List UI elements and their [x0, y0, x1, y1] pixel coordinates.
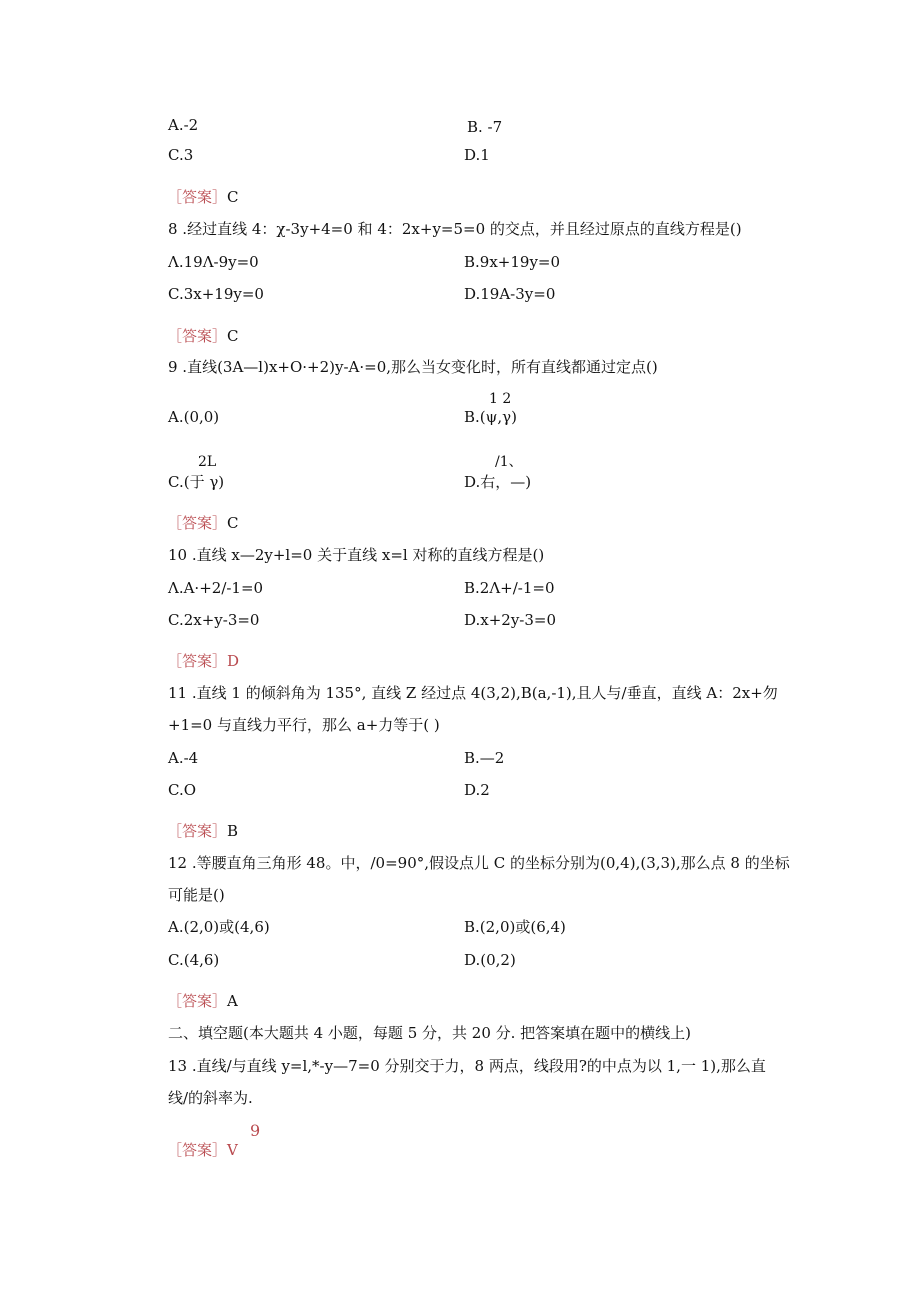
q9-option-c: C.(于 γ) [168, 473, 225, 491]
q13-answer [167, 1141, 238, 1159]
q9-option-d: D.右，—) [464, 473, 532, 491]
q10-stem: 10 .直线 x—2y+l=0 关于直线 x=l 对称的直线方程是() [168, 546, 545, 564]
answer-label: ［答案］ [167, 1141, 228, 1159]
answer-value: D [227, 652, 240, 670]
q8-answer [167, 327, 239, 345]
q10-option-b: B.2Λ+∕-1=0 [464, 579, 555, 597]
q8-option-c: C.3x+19y=0 [168, 285, 264, 303]
q12-answer [167, 992, 238, 1010]
q9-option-b-fraction: 1 2 [489, 391, 512, 407]
answer-label: ［答案］ [167, 652, 228, 670]
q10-option-a: Λ.A·+2∕-1=0 [168, 579, 264, 597]
q8-option-b: B.9x+19y=0 [464, 253, 561, 271]
q9-answer [167, 514, 239, 532]
q10-answer [167, 652, 239, 670]
q10-option-d: D.x+2y-3=0 [464, 611, 557, 629]
q11-option-b: B.—2 [464, 749, 505, 767]
q11-stem-line2: +1=0 与直线力平行，那么 a+力等于( ) [168, 716, 440, 734]
answer-label: ［答案］ [167, 327, 228, 345]
q9-stem: 9 .直线(3A—l)x+O·+2)y-A·=0,那么当女变化时，所有直线都通过定点() [168, 358, 658, 376]
q11-stem-line1: 11 .直线 1 的倾斜角为 135°, 直线 Z 经过点 4(3,2),B(a,-1),且人与/垂直，直线 A：2x+勿 [168, 684, 778, 702]
answer-value: V [227, 1141, 238, 1159]
q8-stem: 8 .经过直线 4：χ-3y+4=0 和 4：2x+y=5=0 的交点，并且经过原点的直线方程是() [168, 220, 742, 238]
q9-option-b: B.(ψ,γ) [464, 408, 517, 426]
q7-option-b: B. -7 [467, 118, 503, 136]
q10-option-c: C.2x+y-3=0 [168, 611, 260, 629]
q13-answer-superscript: 9 [250, 1121, 261, 1140]
q12-stem-line2: 可能是() [168, 886, 225, 904]
q9-option-c-fraction: 2L [198, 454, 217, 470]
q12-stem-line1: 12 .等腰直角三角形 48。中，/0=90°,假设点儿 C 的坐标分别为(0,4),(3,3),那么点 8 的坐标 [168, 854, 790, 872]
q9-option-a: A.(0,0) [168, 408, 220, 426]
answer-value: B [227, 822, 239, 840]
q13-stem-line1: 13 .直线/与直线 y=l,*-y—7=0 分别交于力，8 两点，线段用?的中点为以 1,一 1),那么直 [168, 1057, 766, 1075]
q8-option-a: Λ.19Λ-9y=0 [168, 253, 259, 271]
answer-value: C [227, 327, 239, 345]
q12-option-a: A.(2,0)或(4,6) [168, 918, 270, 936]
q12-option-d: D.(0,2) [464, 951, 516, 969]
q11-option-c: C.O [168, 781, 197, 799]
q7-option-c: C.3 [168, 146, 194, 164]
q7-option-a: A.-2 [168, 116, 199, 134]
answer-value: C [227, 188, 239, 206]
q11-option-a: A.-4 [168, 749, 199, 767]
answer-label: ［答案］ [167, 514, 228, 532]
q7-option-d: D.1 [464, 146, 490, 164]
q9-option-d-fraction: /1、 [495, 454, 523, 470]
answer-label: ［答案］ [167, 822, 228, 840]
q11-option-d: D.2 [464, 781, 490, 799]
answer-value: A [227, 992, 238, 1010]
q8-option-d: D.19A-3y=0 [464, 285, 556, 303]
q11-answer [167, 822, 238, 840]
section-heading-fill-in: 二、填空题(本大题共 4 小题，每题 5 分，共 20 分. 把答案填在题中的横线上) [168, 1024, 692, 1042]
q12-option-c: C.(4,6) [168, 951, 220, 969]
q12-option-b: B.(2,0)或(6,4) [464, 918, 566, 936]
answer-label: ［答案］ [167, 992, 228, 1010]
answer-label: ［答案］ [167, 188, 228, 206]
answer-value: C [227, 514, 239, 532]
q7-answer [167, 188, 239, 206]
q13-stem-line2: 线/的斜率为. [168, 1089, 253, 1107]
